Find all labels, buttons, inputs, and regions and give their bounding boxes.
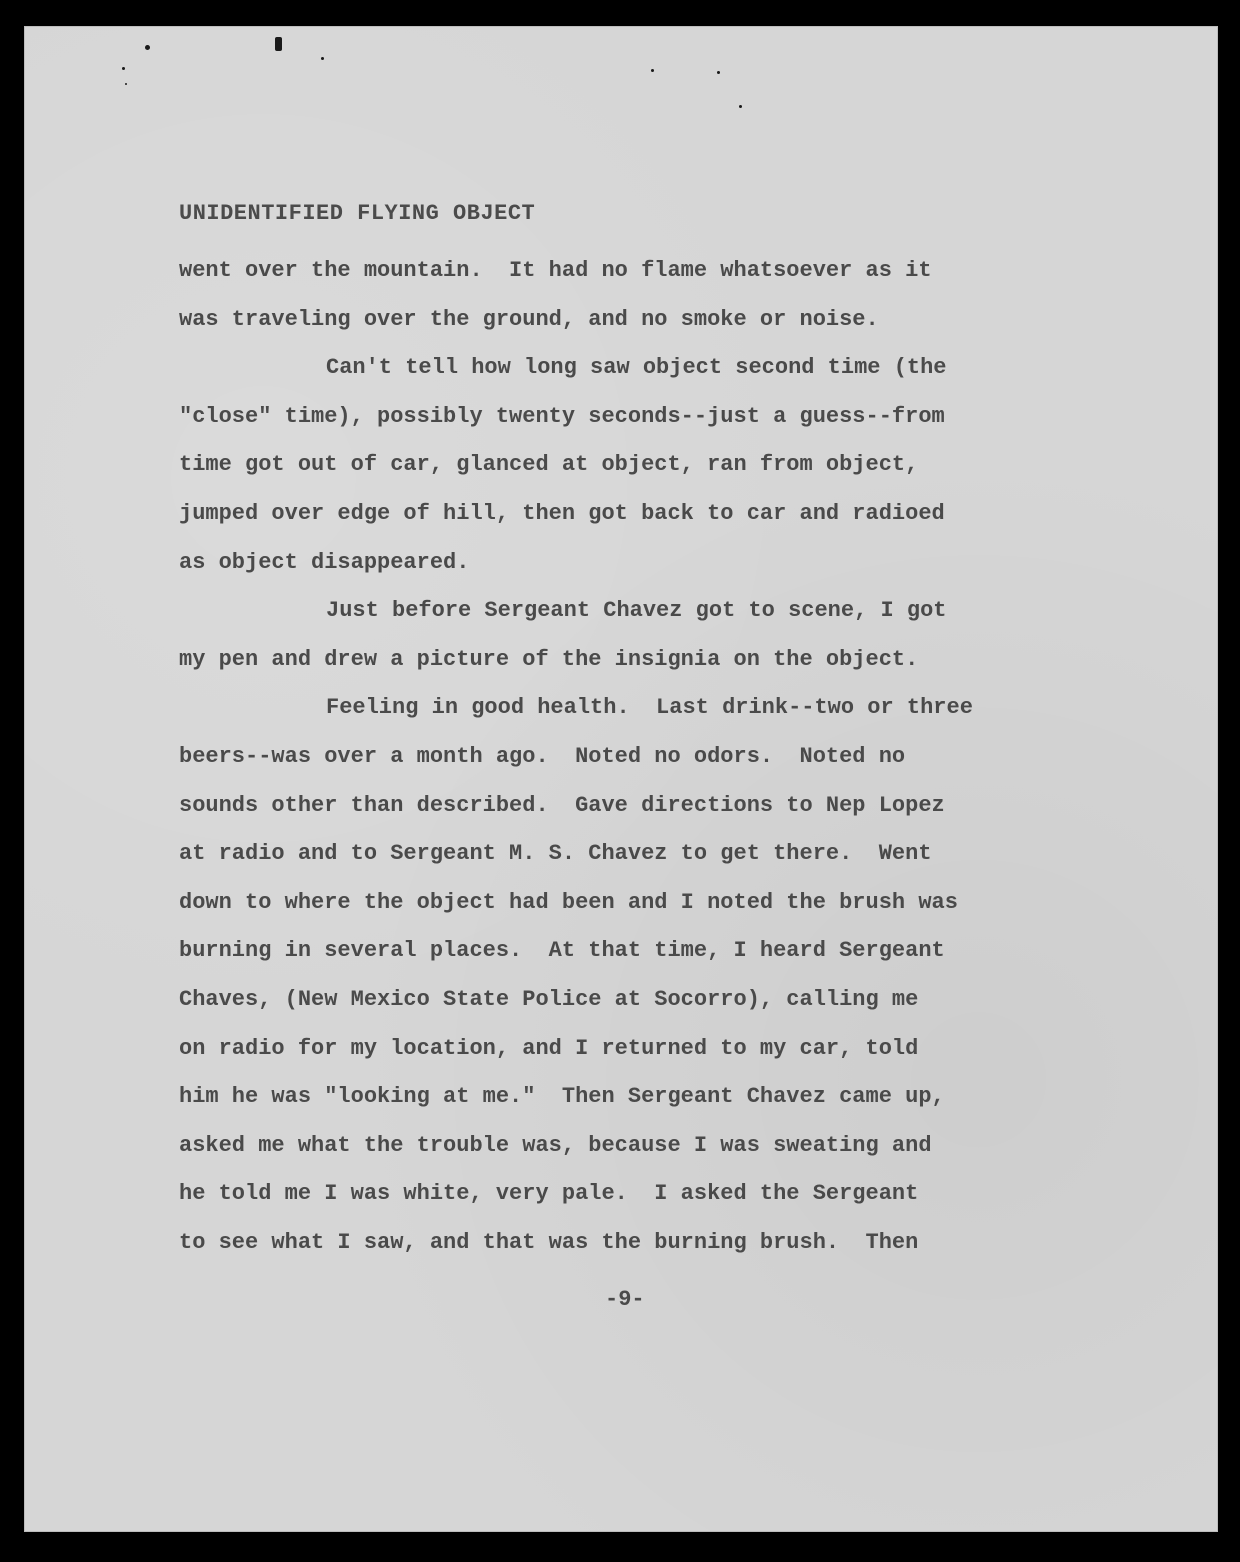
text-line: on radio for my location, and I returned to my car, told <box>179 1035 919 1061</box>
scan-speck <box>145 45 150 50</box>
text-line: to see what I saw, and that was the burning brush. Then <box>179 1229 919 1255</box>
scan-speck <box>739 105 742 108</box>
text-line: went over the mountain. It had no flame whatsoever as it <box>179 258 932 283</box>
document-body <box>179 247 1079 1267</box>
text-line: Chaves, (New Mexico State Police at Socorro), calling me <box>179 986 919 1012</box>
scan-speck <box>717 71 720 74</box>
text-line: Feeling in good health. Last drink--two or three <box>326 695 973 721</box>
page-number: -9- <box>605 1287 645 1312</box>
text-line: Just before Sergeant Chavez got to scene, I got <box>326 598 947 624</box>
scan-speck <box>275 37 282 51</box>
document-heading: UNIDENTIFIED FLYING OBJECT <box>179 201 536 226</box>
scan-speck <box>122 67 125 70</box>
scan-speck <box>651 69 654 72</box>
text-line: as object disappeared. <box>179 549 470 575</box>
scan-speck <box>125 83 127 85</box>
text-line: "close" time), possibly twenty seconds--just a guess--from <box>179 403 945 429</box>
text-line: was traveling over the ground, and no smoke or noise. <box>179 306 879 332</box>
text-line: he told me I was white, very pale. I asked the Sergeant <box>179 1181 919 1207</box>
text-line: my pen and drew a picture of the insignia on the object. <box>179 646 919 672</box>
text-line: Can't tell how long saw object second time (the <box>326 355 947 381</box>
document-page <box>24 26 1218 1532</box>
text-line: at radio and to Sergeant M. S. Chavez to get there. Went <box>179 841 932 867</box>
text-line: sounds other than described. Gave directions to Nep Lopez <box>179 792 945 818</box>
text-line: asked me what the trouble was, because I was sweating and <box>179 1132 932 1158</box>
scan-speck <box>321 57 324 60</box>
text-line: down to where the object had been and I noted the brush was <box>179 889 958 915</box>
text-line: him he was "looking at me." Then Sergeant Chavez came up, <box>179 1084 945 1110</box>
text-line: time got out of car, glanced at object, ran from object, <box>179 452 919 478</box>
text-line: beers--was over a month ago. Noted no odors. Noted no <box>179 743 906 769</box>
text-line: burning in several places. At that time, I heard Sergeant <box>179 938 945 964</box>
text-line: jumped over edge of hill, then got back to car and radioed <box>179 500 945 526</box>
